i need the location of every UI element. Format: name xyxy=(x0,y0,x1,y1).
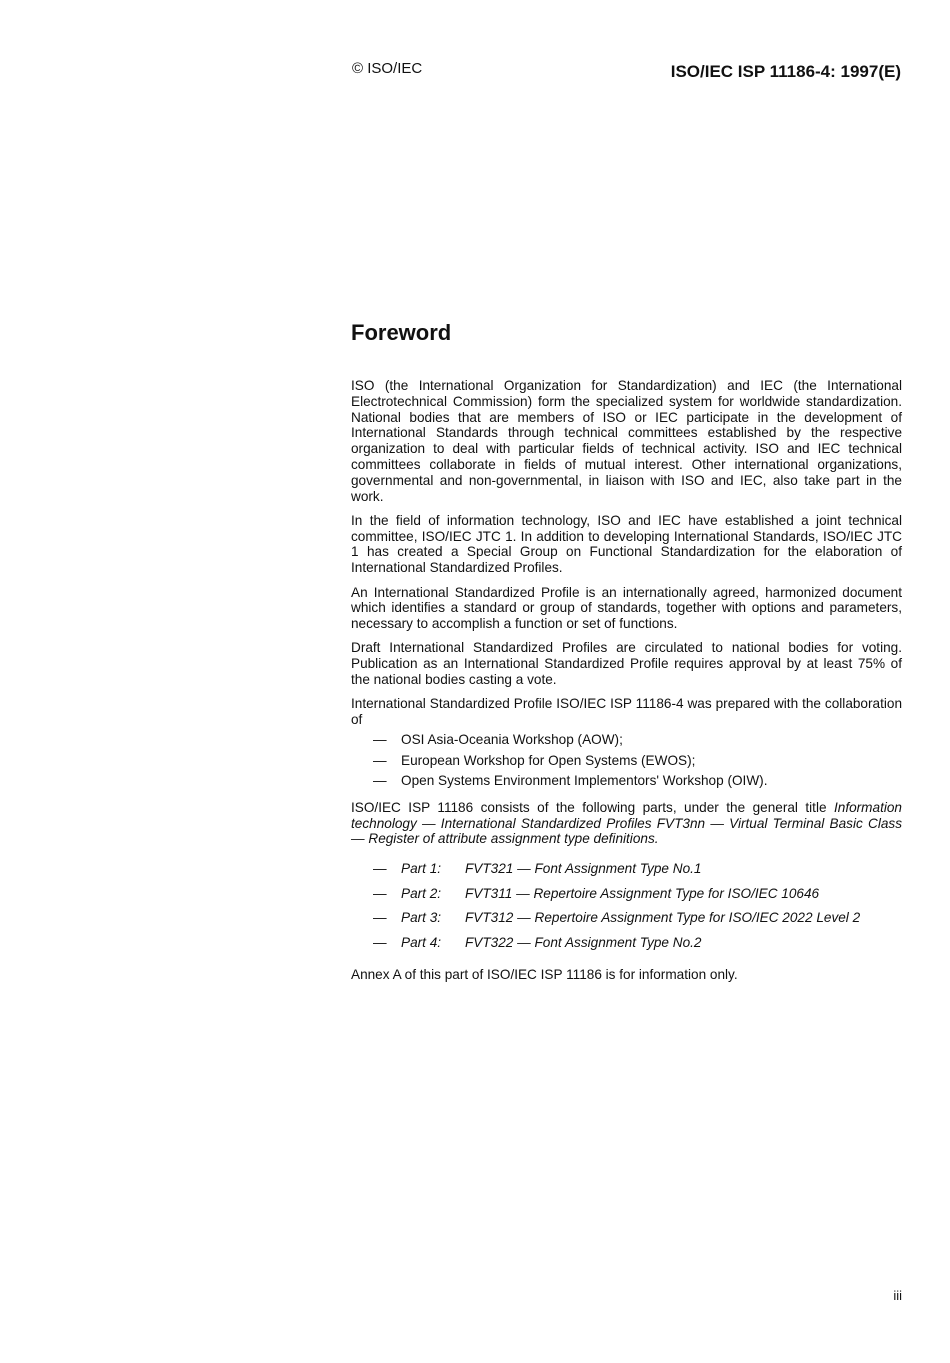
list-item xyxy=(351,751,902,772)
list-item xyxy=(351,857,902,882)
part-title: FVT321 — Font Assignment Type No.1 xyxy=(465,861,702,877)
part-title: FVT322 — Font Assignment Type No.2 xyxy=(465,934,702,950)
paragraph-jtc1: In the field of information technology, ISO and IEC have established a joint technical committee, ISO/IEC JTC 1. In addition to developing International Standards, ISO/IEC JTC 1 has created a Special Group on Functional Standardization for the elaboration of International Standardized Profiles. xyxy=(351,512,902,576)
paragraph-annex-note: Annex A of this part of ISO/IEC ISP 11186 is for information only. xyxy=(351,967,738,983)
foreword-body xyxy=(351,378,902,991)
workshop-name: European Workshop for Open Systems (EWOS); xyxy=(401,752,696,768)
header-copyright: © ISO/IEC xyxy=(352,60,423,77)
list-item xyxy=(351,906,902,931)
list-item xyxy=(351,931,902,956)
workshop-list xyxy=(351,730,902,792)
part-number: Part 1: xyxy=(401,861,442,877)
dash-marker: — xyxy=(373,934,387,950)
list-item xyxy=(351,882,902,907)
workshop-name: Open Systems Environment Implementors' Workshop (OIW). xyxy=(401,773,768,789)
list-item xyxy=(351,730,902,751)
parts-intro-text: ISO/IEC ISP 11186 consists of the following parts, under the general title xyxy=(351,799,834,815)
paragraph-collaboration: International Standardized Profile ISO/IEC ISP 11186-4 was prepared with the collaboration of xyxy=(351,696,902,728)
general-title: Information technology — International Standardized Profiles FVT3nn — Virtual Terminal Basic Class — Register of attribute assignment type definitions. xyxy=(351,799,902,847)
dash-marker: — xyxy=(373,885,387,901)
part-number: Part 4: xyxy=(401,934,442,950)
dash-marker: — xyxy=(373,910,387,926)
dash-marker: — xyxy=(373,773,387,789)
dash-marker: — xyxy=(373,861,387,877)
part-number: Part 3: xyxy=(401,910,442,926)
paragraph-parts-intro xyxy=(351,800,902,847)
dash-marker: — xyxy=(373,731,387,747)
part-number: Part 2: xyxy=(401,885,442,901)
paragraph-iso-iec-intro: ISO (the International Organization for Standardization) and IEC (the International Electrotechnical Commission) form the specialized system for worldwide standardization. National bodies that are members of ISO or IEC participate in the development of International Standards through technical committees established by the respective organization to deal with particular fields of technical activity. ISO and IEC technical committees collaborate in fields of mutual interest. Other international organizations, governmental and non-governmental, in liaison with ISO and IEC, also take part in the work. xyxy=(351,378,902,504)
page-title: Foreword xyxy=(351,320,452,345)
header-document-id: ISO/IEC ISP 11186-4: 1997(E) xyxy=(670,62,901,81)
paragraph-voting: Draft International Standardized Profiles are circulated to national bodies for voting. Publication as an International Standardized Profile requires approval by at least 75% of the national bodies casting a vote. xyxy=(351,640,902,688)
paragraph-isp-definition: An International Standardized Profile is an internationally agreed, harmonized document which identifies a standard or group of standards, together with options and parameters, necessary to accomplish a function or set of functions. xyxy=(351,584,902,632)
dash-marker: — xyxy=(373,752,387,768)
parts-list xyxy=(351,857,902,955)
page-number: iii xyxy=(893,1288,902,1303)
workshop-name: OSI Asia-Oceania Workshop (AOW); xyxy=(401,731,623,747)
list-item xyxy=(351,771,902,792)
part-title: FVT311 — Repertoire Assignment Type for ISO/IEC 10646 xyxy=(465,885,820,901)
part-title: FVT312 — Repertoire Assignment Type for ISO/IEC 2022 Level 2 xyxy=(465,910,861,926)
